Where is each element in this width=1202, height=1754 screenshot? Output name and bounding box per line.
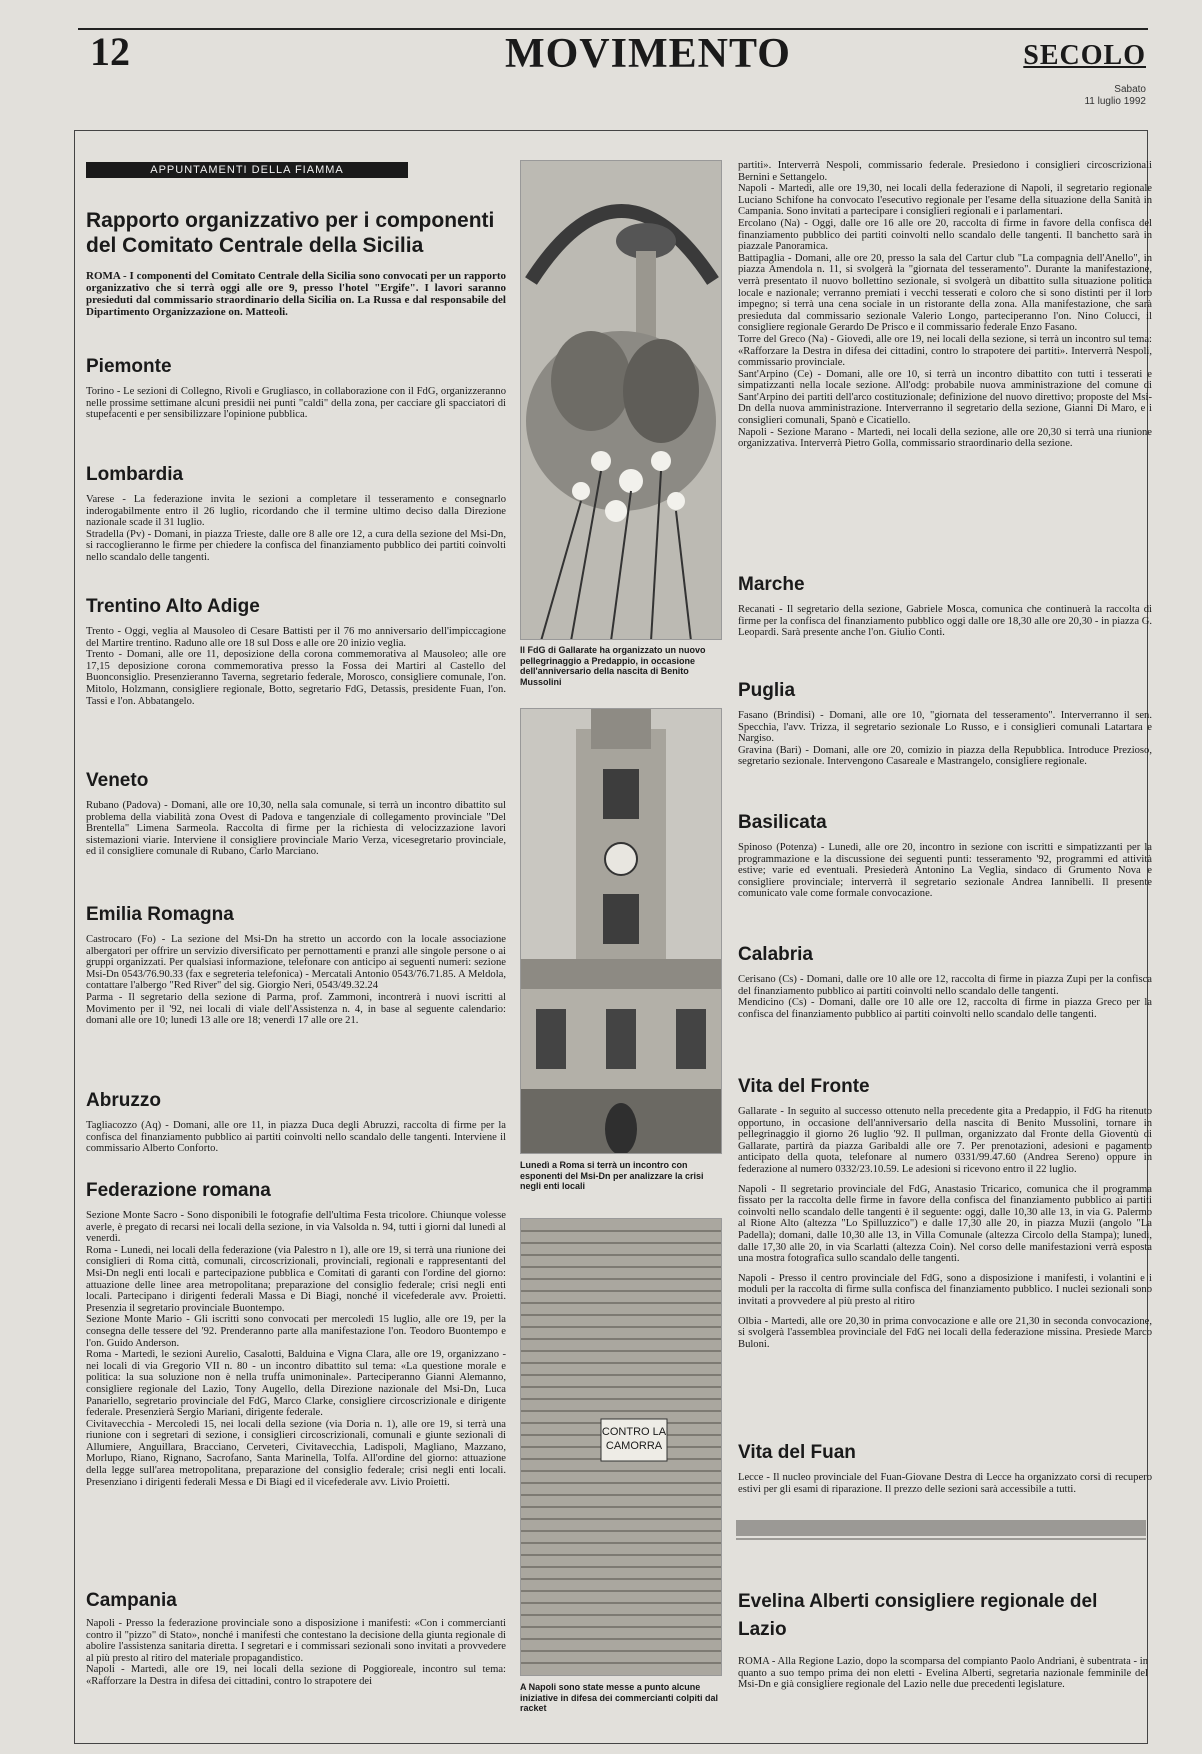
region-text: Lecce - Il nucleo provinciale del Fuan-Giovane Destra di Lecce ha organizzato corsi di recupero estivi per gli esami di riparazione. Il prezzo delle sezioni sarà accessibile a tutti. <box>738 1472 1152 1495</box>
region-abruzzo <box>86 1090 506 1155</box>
region-text: Ercolano (Na) - Oggi, dalle ore 16 alle ore 20, raccolta di firme in favore della confisca del finanziamento pubblico dei partiti coinvolti nello scandalo delle tangenti. Il banchetto sarà in piazzale Panoramica. <box>738 217 1152 253</box>
region-text: Stradella (Pv) - Domani, in piazza Trieste, dalle ore 8 alle ore 12, a cura della sezione del Msi-Dn, si raccoglieranno le firme per chiedere la confisca del finanziamento pubblico dei partiti coinvolti nello scandalo delle tangenti. <box>86 528 506 563</box>
photo-napoli <box>520 1218 722 1676</box>
region-text: Recanati - Il segretario della sezione, Gabriele Mosca, comunica che continuerà la raccolta di firme per la confisca del finanziamento pubblico oggi dalle ore 18,30 alle ore 20,30 - in piazza G. Leopardi. Sarà presente anche l'on. Giulio Conti. <box>738 604 1152 639</box>
vita-del-fuan <box>738 1442 1152 1495</box>
newspaper-logo: SECOLO <box>1023 40 1146 71</box>
region-heading: Lombardia <box>86 464 184 485</box>
region-text: Trento - Domani, alle ore 11, deposizione della corona commemorativa al Mausoleo; alle ore 17,15 deposizione corona commemorativa presso la Fossa dei Martiri al Castello del Buonconsiglio. Presenzieranno Taverna, segretario federale, Morosco, consigliere comunale, l'on. Mitolo, Holzmann, consigliere regionale, Botto, segretario FdG, Detassis, presidente Fuan, l'on. Tassi e l'on. Abbatangelo. <box>86 649 506 707</box>
region-federazione-romana <box>86 1180 506 1488</box>
region-text: Trento - Oggi, veglia al Mausoleo di Cesare Battisti per il 76 mo anniversario dell'impiccagione del Martire trentino. Raduno alle ore 18 sul Doss e alle ore 20 inizio veglia. <box>86 626 506 649</box>
photo-predappio <box>520 160 722 640</box>
region-text: Olbia - Martedì, alle ore 20,30 in prima convocazione e alle ore 21,30 in seconda convocazione, si svolgerà l'assemblea provinciale del FdG nei locali della federazione missina. Presiede Marco Buloni. <box>738 1315 1152 1350</box>
region-emilia <box>86 904 506 1027</box>
region-text: Mendicino (Cs) - Domani, dalle ore 10 alle ore 12, raccolta di firme in piazza Greco per la confisca del finanziamento pubblico ai partiti coinvolti nello scandalo delle tangenti. <box>738 997 1152 1020</box>
region-text: Parma - Il segretario della sezione di Parma, prof. Zammoni, incontrerà i nuovi iscritti al Movimento per il '92, nei locali di viale dell'Assistenza n. 4, in base al seguente calendario: domani alle ore 10; lunedì 13 alle ore 18; venerdì 17 alle ore 21. <box>86 991 506 1027</box>
region-text: Napoli - Presso il centro provinciale del FdG, sono a disposizione i manifesti, i volantini e i moduli per la raccolta di firme sulla confisca del finanziamento pubblico. I nuclei sezionali sono invitati a provvedere al più presto al ritiro <box>738 1272 1152 1307</box>
region-heading: Abruzzo <box>86 1090 161 1111</box>
region-text: Castrocaro (Fo) - La sezione del Msi-Dn ha stretto un accordo con la locale associazione albergatori per offrire un servizio diversificato per pernottamenti e pranzi alle singole persone o ai gruppi organizzati. Per qualsiasi informazione, telefonare con anticipo ai seguenti numeri: sezione Msi-Dn 0543/76.90.33 (fax e segreteria telefonica) - Mercatali Antonio 0543/76.71.85. A Meldola, contattare l'albergo "Red River" del sig. Giorgio Neri, 0543/49.32.24 <box>86 934 506 992</box>
lead-text: ROMA - I componenti del Comitato Centrale della Sicilia sono convocati per un rapporto organizzativo che si terrà oggi alle ore 9, presso l'hotel "Ergife". I lavori saranno presieduti dal commissario straordinario della Sicilia on. La Russa e dal responsabile del Dipartimento Organizzazione on. Matteoli. <box>86 270 506 318</box>
region-text: Napoli - Presso la federazione provinciale sono a disposizione i manifesti: «Con i commercianti contro il "pizzo" di Stato», nonché i manifesti che contestano la decisione della giunta regionale di abolire l'assistenza sanitaria diretta. I segretari e i commissari sezionali sono invitati a provvedere al più presto al ritiro del materiale propagandistico. <box>86 1618 506 1664</box>
evelina-text: ROMA - Alla Regione Lazio, dopo la scomparsa del compianto Paolo Andriani, è subentrata - in quanto a suo tempo prima dei non eletti - Evelina Alberti, segretaria nazionale femminile del Msi-Dn e già consigliere regionale del Lazio nelle due precedenti legislature. <box>738 1656 1148 1691</box>
region-heading: Vita del Fronte <box>738 1076 870 1097</box>
flowers-illustration <box>521 161 722 640</box>
region-text: Napoli - Martedì, alle ore 19, nei locali della sezione di Poggioreale, incontro sul tema: «Rafforzare la Destra in difesa dei cittadini, contro lo strapotere dei <box>86 1664 506 1687</box>
region-text: Gravina (Bari) - Domani, alle ore 20, comizio in piazza della Repubblica. Introduce Prezioso, segretario sezionale. Intervengono Casareale e Mastrangelo, consigliere regionale. <box>738 744 1152 768</box>
region-heading: Piemonte <box>86 356 172 377</box>
region-heading: Marche <box>738 574 805 595</box>
region-heading: Campania <box>86 1590 177 1611</box>
region-heading: Veneto <box>86 770 149 791</box>
photo-roma <box>520 708 722 1154</box>
divider-band <box>736 1520 1146 1536</box>
region-trentino <box>86 596 506 707</box>
region-text: Torino - Le sezioni di Collegno, Rivoli e Grugliasco, in collaborazione con il FdG, organizzeranno nelle prossime settimane alcuni presidii nei punti "caldi" della zona, per cacciare gli spacciatori di stupefacenti e per sensibilizzare l'opinione pubblica. <box>86 386 506 421</box>
campania-continued <box>738 160 1152 450</box>
region-campania <box>86 1590 506 1688</box>
page-number: 12 <box>90 29 130 74</box>
region-marche <box>738 574 1152 639</box>
region-lombardia <box>86 464 506 564</box>
region-heading: Trentino Alto Adige <box>86 596 260 617</box>
region-text: Sant'Arpino (Ce) - Domani, alle ore 10, si terrà un incontro dibattito con tutti i tesserati e simpatizzanti nella locale sezione. All'odg: probabile nuova amministrazione del comune di Sant'Arpino dei partiti dell'arco costituzionale; definizione del nuovo direttivo; proposte del Msi-Dn della nuova amministrazione. Interverranno il segretario della sezione, Gianni Di Maro, e i consiglieri comunali, Spanò e Cicatiello. <box>738 368 1152 427</box>
region-text: Napoli - Martedì, alle ore 19,30, nei locali della federazione di Napoli, il segretario regionale Luciano Schifone ha convocato l'esecutivo regionale per l'esame della situazione della Sanità in Campania. Sono invitati a partecipare i consiglieri regionali e i parlamentari. <box>738 183 1152 218</box>
issue-date <box>1084 84 1146 108</box>
lead-headline: Rapporto organizzativo per i componenti del Comitato Centrale della Sicilia <box>86 209 495 257</box>
region-text: Sezione Monte Mario - Gli iscritti sono convocati per mercoledì 15 luglio, alle ore 19, per la consegna delle tessere del '92. Prenderanno parte alla manifestazione l'on. Teodoro Buontempo e l'on. Guido Anderson. <box>86 1314 506 1349</box>
region-piemonte <box>86 356 506 421</box>
region-text: Spinoso (Potenza) - Lunedì, alle ore 20, incontro in sezione con iscritti e simpatizzanti per la programmazione e la discussione dei seguenti punti: tesseramento '92, programmi ed attività estive; varie ed eventuali. Presiederà Antonino La Veglia, sindaco di Grumento Nova e consigliere provinciale; interverrà il segretario sezionale Andrea Iannibelli. Il presente comunicato vale come formale convocazione. <box>738 842 1152 900</box>
region-heading: Puglia <box>738 680 796 701</box>
region-text: Napoli - Sezione Marano - Martedì, nei locali della sezione, alle ore 20,30 si terrà una riunione organizzativa. Interverrà Pietro Golla, commissario straordinario della sezione. <box>738 426 1152 450</box>
issue-date-text: 11 luglio 1992 <box>1084 96 1146 107</box>
region-text: Varese - La federazione invita le sezioni a completare il tesseramento e consegnarlo inderogabilmente entro il 26 luglio, ricordando che il termine ultimo deciso dalla Direzione nazionale scade il 31 luglio. <box>86 494 506 529</box>
region-text: Tagliacozzo (Aq) - Domani, alle ore 11, in piazza Duca degli Abruzzi, raccolta di firme per la confisca del finanziamento pubblico ai partiti coinvolti nello scandalo delle tangenti. Interviene il commissario Alberto Conforto. <box>86 1120 506 1155</box>
contro-la-camorra-sign: CONTRO LA CAMORRA <box>601 1426 667 1452</box>
section-banner: APPUNTAMENTI DELLA FIAMMA <box>86 162 408 178</box>
vita-del-fronte <box>738 1076 1152 1350</box>
region-puglia <box>738 680 1152 768</box>
region-text: Roma - Martedì, le sezioni Aurelio, Casalotti, Balduina e Vigna Clara, alle ore 19, organizzano - nei locali di via Gregorio VII n. 80 - un incontro dibattito sul tema: «La questione morale e politica: la sua soluzione non è nella truffa unimoninale». Parteciperanno Gianni Alemanno, consigliere regionale del Lazio, Tony Augello, della Direzione nazionale del Msi-Dn, Luca Panariello, segretario provinciale del FdG, Marco Clarke, consigliere circoscrizionale e dirigente federale. Presenzierà Sergio Mariani, dirigente federale. <box>86 1349 506 1419</box>
photo-caption: Lunedì a Roma si terrà un incontro con esponenti del Msi-Dn per analizzare la crisi negli enti locali <box>520 1160 704 1191</box>
photo-caption: A Napoli sono state messe a punto alcune iniziative in difesa dei commercianti colpiti dal racket <box>520 1682 719 1713</box>
region-text: Torre del Greco (Na) - Giovedì, alle ore 19, nei locali della sezione, si terrà un incontro sul tema: «Rafforzare la Destra in difesa dei cittadini, contro lo strapotere dei partiti». Interverrà Nespoli, commissario provinciale. <box>738 333 1152 369</box>
evelina-headline: Evelina Alberti consigliere regionale del Lazio <box>738 1591 1098 1640</box>
region-heading: Emilia Romagna <box>86 904 234 925</box>
region-heading: Calabria <box>738 944 813 965</box>
region-text: partiti». Interverrà Nespoli, commissario federale. Presiedono i consiglieri circoscrizionali Bernini e Settangelo. <box>738 160 1152 183</box>
region-text: Cerisano (Cs) - Domani, dalle ore 10 alle ore 12, raccolta di firme in piazza Zupi per la confisca del finanziamento pubblico ai partiti coinvolti nello scandalo delle tangenti. <box>738 974 1152 997</box>
region-text: Sezione Monte Sacro - Sono disponibili le fotografie dell'ultima Festa tricolore. Chiunque volesse averle, è pregato di recarsi nei locali della sezione, in via Valsolda n. 94, tutti i giorni dal lunedì al venerdì. <box>86 1210 506 1245</box>
region-text: Gallarate - In seguito al successo ottenuto nella precedente gita a Predappio, il FdG ha ritenuto opportuno, in occasione dell'anniversario della nascita di Benito Mussolini, tornare in pellegrinaggio il giorno 26 luglio '92. Il pullman, organizzato dal Fronte della Gioventù di Gallarate, partirà da piazza Garibaldi alle ore 7. Per prenotazioni, adesioni e pagamento anticipato della quota, telefonare al numero 0331/99.47.60 (Andrea Sereno) oppure in federazione al numero 0332/23.10.59. Le adesioni si ricevono entro il 22 luglio. <box>738 1106 1152 1175</box>
region-text: Napoli - Il segretario provinciale del FdG, Anastasio Tricarico, comunica che il programma fissato per la raccolta delle firme in favore della confisca del finanziamento pubblico ai partiti coinvolti nello scandalo delle tangenti è il seguente: oggi, dalle 10,30 alle 13, in via G. Palermo al Rione Alto (altezza "Lo Spilluzzico") e dalle 17,30 alle 20, in piazza Muzii (angolo "La Padella); domani, dalle 10,30 alle 13, in Villa Comunale (altezza Circolo della Stampa); lunedì, dalle 17,30 alle 20, in via Scarlatti (altezza Coin). Nel corso delle manifestazioni verrà esposta una mostra fotografica sullo scandalo delle tangenti. <box>738 1183 1152 1265</box>
region-heading: Federazione romana <box>86 1180 271 1201</box>
photo-caption: Il FdG di Gallarate ha organizzato un nuovo pellegrinaggio a Predappio, in occasione dell'anniversario della nascita di Benito Mussolini <box>520 645 706 687</box>
region-calabria <box>738 944 1152 1020</box>
region-veneto <box>86 770 506 858</box>
region-text: Civitavecchia - Mercoledì 15, nei locali della sezione (via Doria n. 1), alle ore 19, si terrà una riunione con i segretari di sezione, i consiglieri circoscrizionali, comunali e giunte sezionali di Allumiere, Anguillara, Bracciano, Cerveteri, Civitavecchia, Ladispoli, Magliano, Mazzano, Morlupo, Riano, Rignano, Sacrofano, Santa Marinella, Tolfa. All'ordine del giorno: attuazione della legge sull'area metropolitana, preparazione del consiglio federale; crisi negli enti locali. Presenziano i dirigenti federali Messa e Di Biagi ed il vicefederale avv. Livio Proietti. <box>86 1418 506 1488</box>
divider-line <box>736 1538 1146 1540</box>
region-heading: Vita del Fuan <box>738 1442 856 1463</box>
region-text: Battipaglia - Domani, alle ore 20, presso la sala del Cartur club "La compagnia dell'Anello", in piazza Amendola n. 11, si svolgerà la "giornata del tesseramento". Durante la manifestazione, verrà presentato il nuovo bollettino sezionale, si svolgerà un dibattito sulla situazione politica locale e nazionale; verranno premiati i vecchi tesserati e coloro che si sono distinti per il loro impegno; si terrà una cena sociale in un ristorante della zona. Alla manifestazione, che sarà presieduta dal commissario sezionale Valerio Longo, parteciperanno l'on. Nino Colucci, il consigliere regionale Gerardo De Prisco e il commissario federale Enzo Fasano. <box>738 252 1152 334</box>
region-text: Rubano (Padova) - Domani, alle ore 10,30, nella sala comunale, si terrà un incontro dibattito sul problema della viabilità zona Ovest di Padova e tangenziale di collegamento provinciale "Del Brentella" Limena Sarmeola. Raccolta di firme per la richiesta di velocizzazione lavori sistemazioni viarie. Interviene il consigliere provinciale Mario Verza, vicesegretario provinciale, ed il consigliere comunale di Rubano, Carlo Marciano. <box>86 800 506 858</box>
region-heading: Basilicata <box>738 812 827 833</box>
region-text: Roma - Lunedì, nei locali della federazione (via Palestro n 1), alle ore 19, si terrà una riunione dei consiglieri di Roma città, comunali, circoscrizionali, provinciali, regionali e rappresentanti del Msi-Dn negli enti locali e partecipazione pubblica e Comitati di garanti con l'ordine del giorno: attuazione delle linee area metropolitana; preparazione del consiglio federale; crisi negli enti locali. Partecipano i dirigenti federali Massa e Di Biagi, nonché il vicefederale avv. Proietti. Presenzia il segretario provinciale Buontempo. <box>86 1244 506 1314</box>
issue-day: Sabato <box>1114 84 1146 95</box>
building-illustration <box>521 709 722 1154</box>
region-text: Fasano (Brindisi) - Domani, alle ore 10, "giornata del tesseramento". Interverranno il sen. Specchia, l'avv. Trizza, il segretario sezionale Lo Russo, e i consiglieri comunali Latartara e Nargiso. <box>738 710 1152 745</box>
section-title: MOVIMENTO <box>505 31 791 77</box>
region-basilicata <box>738 812 1152 900</box>
